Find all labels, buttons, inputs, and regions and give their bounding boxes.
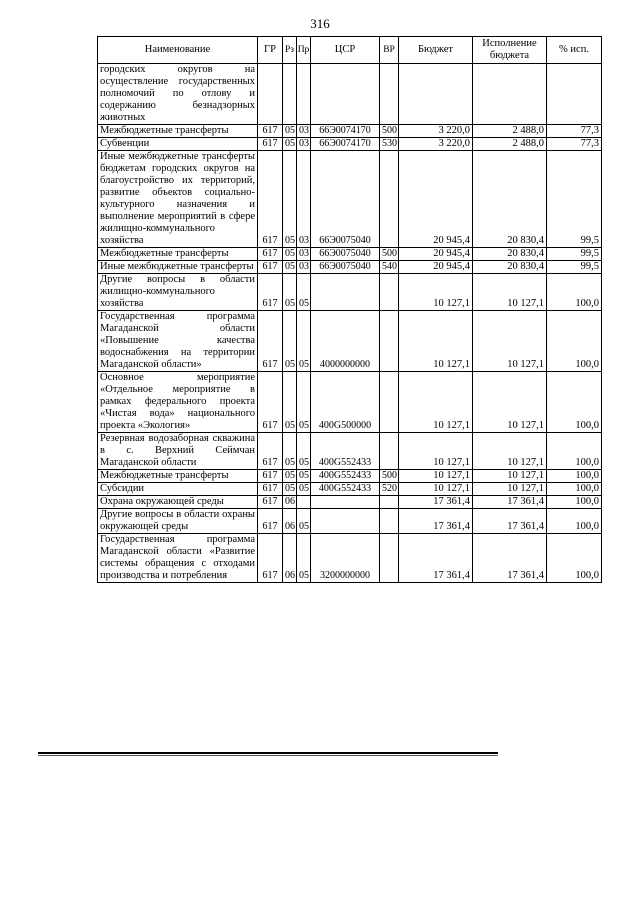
cell-pr: 05 bbox=[297, 311, 311, 372]
cell-budget: 17 361,4 bbox=[399, 534, 473, 583]
cell-exec: 2 488,0 bbox=[473, 138, 547, 151]
cell-pr: 05 bbox=[297, 470, 311, 483]
cell-pct: 100,0 bbox=[547, 470, 602, 483]
cell-gr: 617 bbox=[258, 483, 283, 496]
cell-name: Иные межбюджетные трансферты bbox=[98, 261, 258, 274]
cell-exec: 17 361,4 bbox=[473, 496, 547, 509]
table-row bbox=[98, 433, 602, 470]
cell-pct: 100,0 bbox=[547, 534, 602, 583]
cell-csr: 3200000000 bbox=[311, 534, 380, 583]
cell-pr: 05 bbox=[297, 483, 311, 496]
cell-budget: 3 220,0 bbox=[399, 138, 473, 151]
cell-name: Межбюджетные трансферты bbox=[98, 125, 258, 138]
cell-rz: 05 bbox=[283, 470, 297, 483]
cell-vr bbox=[380, 372, 399, 433]
cell-name: городских округов на осуществление государственных полномочий по отлову и содержанию безнадзорных животных bbox=[98, 64, 258, 125]
cell-pct: 77,3 bbox=[547, 125, 602, 138]
cell-pct: 100,0 bbox=[547, 433, 602, 470]
cell-exec: 17 361,4 bbox=[473, 509, 547, 534]
cell-vr bbox=[380, 64, 399, 125]
cell-rz: 05 bbox=[283, 248, 297, 261]
cell-vr bbox=[380, 311, 399, 372]
table-row bbox=[98, 125, 602, 138]
cell-csr: 66Э0075040 bbox=[311, 261, 380, 274]
cell-exec: 10 127,1 bbox=[473, 372, 547, 433]
cell-vr bbox=[380, 151, 399, 248]
cell-rz bbox=[283, 64, 297, 125]
cell-pct: 100,0 bbox=[547, 496, 602, 509]
cell-csr: 4000000000 bbox=[311, 311, 380, 372]
cell-pct: 100,0 bbox=[547, 274, 602, 311]
cell-csr: 400G500000 bbox=[311, 372, 380, 433]
table-row bbox=[98, 274, 602, 311]
cell-pct: 99,5 bbox=[547, 248, 602, 261]
cell-budget bbox=[399, 64, 473, 125]
cell-pr: 03 bbox=[297, 248, 311, 261]
cell-pr bbox=[297, 496, 311, 509]
header-name: Наименование bbox=[98, 37, 258, 64]
cell-exec: 20 830,4 bbox=[473, 248, 547, 261]
cell-name: Государственная программа Магаданской области «Повышение качества водоснабжения на территории Магаданской области» bbox=[98, 311, 258, 372]
cell-exec bbox=[473, 64, 547, 125]
header-pr: Пр bbox=[297, 37, 311, 64]
cell-csr: 66Э0074170 bbox=[311, 125, 380, 138]
table-row bbox=[98, 372, 602, 433]
cell-gr bbox=[258, 64, 283, 125]
cell-pct: 77,3 bbox=[547, 138, 602, 151]
cell-gr: 617 bbox=[258, 372, 283, 433]
cell-gr: 617 bbox=[258, 151, 283, 248]
cell-vr bbox=[380, 534, 399, 583]
cell-exec: 10 127,1 bbox=[473, 274, 547, 311]
cell-csr: 400G552433 bbox=[311, 470, 380, 483]
cell-rz: 05 bbox=[283, 261, 297, 274]
cell-vr bbox=[380, 496, 399, 509]
cell-pr: 05 bbox=[297, 274, 311, 311]
header-vr: ВР bbox=[380, 37, 399, 64]
cell-budget: 3 220,0 bbox=[399, 125, 473, 138]
cell-csr bbox=[311, 496, 380, 509]
table-row bbox=[98, 496, 602, 509]
cell-exec: 2 488,0 bbox=[473, 125, 547, 138]
cell-name: Резервная водозаборная скважина в с. Верхний Сеймчан Магаданской области bbox=[98, 433, 258, 470]
cell-vr bbox=[380, 433, 399, 470]
cell-budget: 10 127,1 bbox=[399, 311, 473, 372]
cell-budget: 10 127,1 bbox=[399, 483, 473, 496]
cell-budget: 20 945,4 bbox=[399, 261, 473, 274]
table-row bbox=[98, 151, 602, 248]
cell-csr: 400G552433 bbox=[311, 433, 380, 470]
cell-vr bbox=[380, 274, 399, 311]
cell-pr: 03 bbox=[297, 151, 311, 248]
header-pct: % исп. bbox=[547, 37, 602, 64]
cell-rz: 05 bbox=[283, 372, 297, 433]
cell-name: Охрана окружающей среды bbox=[98, 496, 258, 509]
footer-divider-shadow bbox=[38, 755, 498, 756]
cell-gr: 617 bbox=[258, 509, 283, 534]
cell-csr: 66Э0074170 bbox=[311, 138, 380, 151]
cell-pr: 03 bbox=[297, 261, 311, 274]
cell-pct: 99,5 bbox=[547, 261, 602, 274]
cell-budget: 20 945,4 bbox=[399, 248, 473, 261]
cell-vr bbox=[380, 509, 399, 534]
cell-name: Межбюджетные трансферты bbox=[98, 470, 258, 483]
cell-name: Другие вопросы в области жилищно-коммунального хозяйства bbox=[98, 274, 258, 311]
table-row bbox=[98, 64, 602, 125]
cell-rz: 06 bbox=[283, 534, 297, 583]
cell-gr: 617 bbox=[258, 433, 283, 470]
cell-pct: 99,5 bbox=[547, 151, 602, 248]
table-row bbox=[98, 470, 602, 483]
cell-rz: 05 bbox=[283, 274, 297, 311]
cell-pr bbox=[297, 64, 311, 125]
table-row bbox=[98, 509, 602, 534]
cell-vr: 520 bbox=[380, 483, 399, 496]
cell-name: Государственная программа Магаданской области «Развитие системы обращения с отходами производства и потребления bbox=[98, 534, 258, 583]
cell-budget: 10 127,1 bbox=[399, 433, 473, 470]
cell-csr: 66Э0075040 bbox=[311, 248, 380, 261]
cell-vr: 500 bbox=[380, 248, 399, 261]
cell-exec: 20 830,4 bbox=[473, 261, 547, 274]
cell-pct: 100,0 bbox=[547, 311, 602, 372]
cell-pct: 100,0 bbox=[547, 372, 602, 433]
header-execution: Исполнение бюджета bbox=[473, 37, 547, 64]
page-number: 316 bbox=[310, 16, 330, 31]
cell-gr: 617 bbox=[258, 534, 283, 583]
cell-vr: 530 bbox=[380, 138, 399, 151]
cell-name: Межбюджетные трансферты bbox=[98, 248, 258, 261]
cell-pr: 05 bbox=[297, 372, 311, 433]
cell-name: Субвенции bbox=[98, 138, 258, 151]
cell-rz: 06 bbox=[283, 496, 297, 509]
cell-exec: 10 127,1 bbox=[473, 470, 547, 483]
cell-name: Другие вопросы в области охраны окружающей среды bbox=[98, 509, 258, 534]
cell-pct: 100,0 bbox=[547, 483, 602, 496]
footer-divider bbox=[38, 752, 498, 754]
cell-pr: 05 bbox=[297, 433, 311, 470]
cell-csr: 400G552433 bbox=[311, 483, 380, 496]
cell-gr: 617 bbox=[258, 261, 283, 274]
cell-pct bbox=[547, 64, 602, 125]
cell-gr: 617 bbox=[258, 274, 283, 311]
cell-pct: 100,0 bbox=[547, 509, 602, 534]
cell-exec: 17 361,4 bbox=[473, 534, 547, 583]
cell-pr: 03 bbox=[297, 138, 311, 151]
cell-gr: 617 bbox=[258, 248, 283, 261]
table-row bbox=[98, 483, 602, 496]
cell-csr bbox=[311, 274, 380, 311]
budget-table bbox=[97, 36, 602, 583]
cell-vr: 500 bbox=[380, 125, 399, 138]
cell-rz: 05 bbox=[283, 125, 297, 138]
cell-name: Иные межбюджетные трансферты бюджетам городских округов на благоустройство их территорий, развитие объектов социально-культурного назначения и выполнение мероприятий в сфере жилищно-коммунального хозяйства bbox=[98, 151, 258, 248]
cell-gr: 617 bbox=[258, 138, 283, 151]
cell-budget: 17 361,4 bbox=[399, 496, 473, 509]
cell-exec: 10 127,1 bbox=[473, 311, 547, 372]
cell-rz: 06 bbox=[283, 509, 297, 534]
cell-rz: 05 bbox=[283, 151, 297, 248]
header-budget: Бюджет bbox=[399, 37, 473, 64]
cell-rz: 05 bbox=[283, 311, 297, 372]
cell-rz: 05 bbox=[283, 433, 297, 470]
cell-budget: 10 127,1 bbox=[399, 274, 473, 311]
cell-csr: 66Э0075040 bbox=[311, 151, 380, 248]
table-header-row bbox=[98, 37, 602, 64]
header-rz: Рз bbox=[283, 37, 297, 64]
cell-budget: 10 127,1 bbox=[399, 372, 473, 433]
cell-gr: 617 bbox=[258, 311, 283, 372]
header-gr: ГР bbox=[258, 37, 283, 64]
cell-exec: 10 127,1 bbox=[473, 483, 547, 496]
cell-pr: 05 bbox=[297, 534, 311, 583]
cell-exec: 20 830,4 bbox=[473, 151, 547, 248]
cell-gr: 617 bbox=[258, 470, 283, 483]
table-row bbox=[98, 138, 602, 151]
cell-gr: 617 bbox=[258, 125, 283, 138]
table-row bbox=[98, 534, 602, 583]
cell-exec: 10 127,1 bbox=[473, 433, 547, 470]
cell-csr bbox=[311, 509, 380, 534]
cell-budget: 20 945,4 bbox=[399, 151, 473, 248]
table-row bbox=[98, 311, 602, 372]
cell-rz: 05 bbox=[283, 483, 297, 496]
cell-vr: 500 bbox=[380, 470, 399, 483]
cell-budget: 17 361,4 bbox=[399, 509, 473, 534]
cell-vr: 540 bbox=[380, 261, 399, 274]
cell-budget: 10 127,1 bbox=[399, 470, 473, 483]
cell-pr: 03 bbox=[297, 125, 311, 138]
table-row bbox=[98, 248, 602, 261]
cell-csr bbox=[311, 64, 380, 125]
table-row bbox=[98, 261, 602, 274]
cell-name: Субсидии bbox=[98, 483, 258, 496]
cell-gr: 617 bbox=[258, 496, 283, 509]
cell-name: Основное мероприятие «Отдельное мероприятие в рамках федерального проекта «Чистая вода» национального проекта «Экология» bbox=[98, 372, 258, 433]
header-csr: ЦСР bbox=[311, 37, 380, 64]
cell-pr: 05 bbox=[297, 509, 311, 534]
cell-rz: 05 bbox=[283, 138, 297, 151]
